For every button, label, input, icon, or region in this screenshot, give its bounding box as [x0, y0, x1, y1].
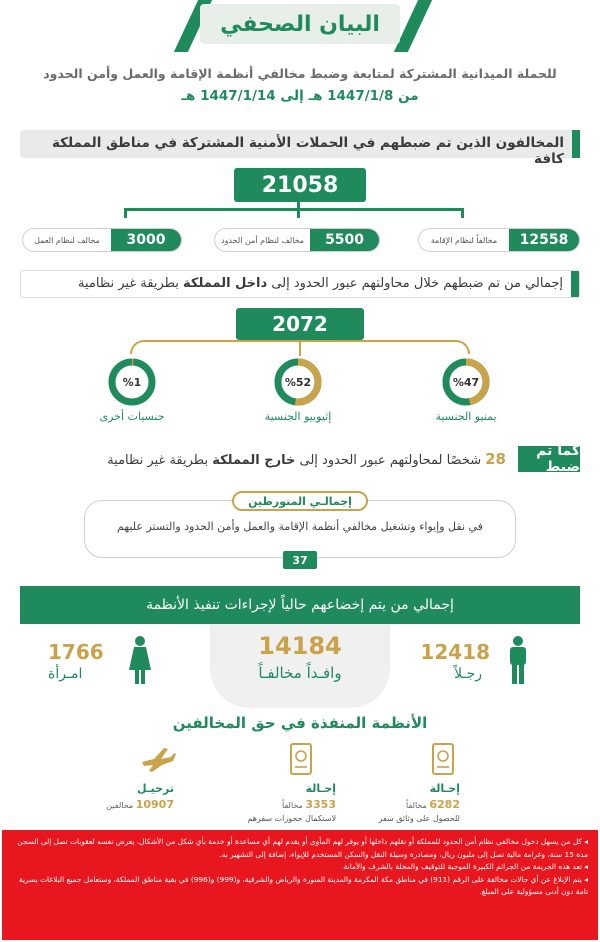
stat-value: 3000	[111, 229, 181, 251]
donut-label: إثيوبيو الجنسية	[264, 410, 332, 423]
stat-labor	[22, 228, 182, 252]
stat-border-security	[214, 228, 380, 252]
passport-icon	[425, 742, 461, 778]
total-violators-count: 14184	[258, 632, 342, 660]
involved-heading: إجمالـي المتورطين	[232, 491, 368, 511]
seized-section-header	[20, 130, 580, 167]
donut-label: يمنيو الجنسية	[435, 410, 497, 423]
system-head: إحـالة	[305, 782, 336, 795]
stat-value: 12558	[509, 229, 579, 251]
donut-percent: %1	[122, 376, 142, 389]
connector-line	[297, 208, 300, 218]
donut-others	[108, 358, 156, 406]
seized-title: المخالفون الذين تم ضبطهم في الحملات الأمنية المشتركة في مناطق المملكة كافة	[51, 135, 564, 167]
system-count: 6282 مخالفاً	[406, 798, 460, 811]
system-sub: لاستكمال حجوزات سفرهم	[247, 814, 336, 823]
campaign-date-range: من 1447/1/8 هـ إلى 1447/1/14 هـ	[181, 88, 419, 104]
system-count: 10907 مخالفين	[106, 798, 174, 811]
section-ribbon	[571, 271, 579, 297]
note-item: ◂ كل من يسهل دخول مخالفي نظام أمن الحدود للمملكة أو نقلهم داخلها أو يوفر لهم المأوى أو يقدم لهم أي مساعدة أو خدمة بأي شكل من الأشكال، يعرض نفسه لعقوبات تصل إلى السجن مدة 15 سنة، وغرامة مالية تصل إلى مليون ريال، ومصادرة وسيلة النقل والسكن المستخدم للإيواء، إضافة إلى التشهير به.	[17, 837, 588, 859]
donut-yemen	[442, 358, 490, 406]
connector-line	[124, 208, 464, 211]
entry-section-header	[20, 270, 580, 298]
connector-line	[461, 208, 464, 218]
airplane-icon	[140, 742, 176, 778]
men-count: 12418	[420, 640, 490, 664]
entry-title: إجمالي من تم ضبطهم خلال محاولتهم عبور الحدود إلى داخل المملكة بطريقة غير نظامية	[78, 276, 563, 291]
involved-text: في نقل وإيواء وتشغيل مخالفي أنظمة الإقامة والعمل وأمن الحدود والتستر عليهم	[117, 520, 483, 533]
involved-count: 37	[283, 551, 317, 569]
entry-total: 2072	[236, 308, 364, 340]
systems-title: الأنظمة المنفذة في حق المخالفين	[172, 714, 428, 732]
stat-residency	[418, 228, 580, 252]
system-sub: للحصول على وثائق سفر	[378, 814, 460, 823]
procedures-title: إجمالي من يتم إخضاعهم حالياً لإجراءات تنفيذ الأنظمة	[20, 586, 580, 624]
exit-section	[20, 443, 580, 475]
section-ribbon	[572, 130, 580, 158]
women-label: امـرأة	[48, 666, 83, 682]
stat-label: مخالف لنظام أمن الحدود	[221, 235, 305, 245]
exit-badge: كما تم ضبط	[518, 446, 580, 472]
exit-count: 28	[485, 450, 506, 468]
men-label: رجـلاً	[454, 666, 482, 682]
stat-value: 5500	[310, 229, 379, 251]
donut-bracket	[299, 340, 301, 356]
man-icon	[505, 636, 531, 684]
warning-notes	[2, 830, 598, 940]
system-head: إحـالة	[429, 782, 460, 795]
women-count: 1766	[48, 640, 104, 664]
seized-total: 21058	[234, 168, 366, 202]
title-header	[0, 0, 600, 60]
donut-percent: %52	[284, 376, 312, 389]
page-title: البيان الصحفي	[220, 11, 380, 37]
stat-label: مخالف لنظام العمل	[34, 235, 100, 245]
donut-ethiopia	[274, 358, 322, 406]
donut-percent: %47	[452, 376, 480, 389]
title-box	[200, 4, 400, 44]
system-head: ترحيـل	[137, 782, 174, 795]
campaign-subtitle: للحملة الميدانية المشتركة لمتابعة وضبط مخالفي أنظمة الإقامة والعمل وأمن الحدود	[43, 66, 557, 81]
passport-icon	[283, 742, 319, 778]
note-item: ◂ تعد هذه الجريمة من الجرائم الكبيرة الموجبة للتوقيف والمخلة بالشرف والأمانة.	[341, 862, 588, 871]
total-violators-label: وافـداً مخالفـاً	[258, 664, 342, 682]
donut-label: جنسيات أخرى	[99, 410, 165, 423]
woman-icon	[127, 636, 153, 684]
stat-label: مخالفاً لنظام الإقامة	[430, 235, 498, 245]
note-item: ◂ يتم الإبلاغ عن أي حالات مخالفة على الرقم (911) في مناطق مكة المكرمة والمدينة المنورة والرياض والشرقية، و(999) و(996) في بقية مناطق المملكة، وستعامل جميع البلاغات بسرية تامة دون أدنى مسؤولية على المبلغ.	[19, 874, 588, 896]
system-count: 3353 مخالفاً	[282, 798, 336, 811]
connector-line	[124, 208, 127, 218]
exit-text: 28شخصًا لمحاولتهم عبور الحدود إلى خارج المملكة بطريقة غير نظامية	[107, 450, 506, 468]
